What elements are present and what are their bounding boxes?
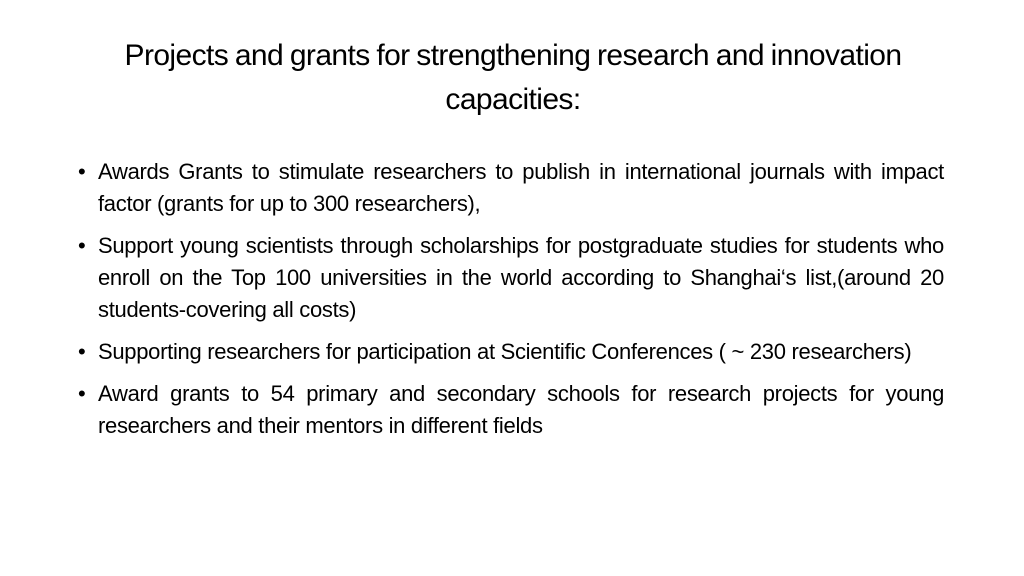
- slide-title: Projects and grants for strengthening research and innovation capacities:: [124, 39, 902, 116]
- bullet-dot-icon: •: [78, 339, 86, 364]
- bullet-text: Awards Grants to stimulate researchers to publish in international journals with impact factor (grants for up to 300 researchers),: [98, 159, 944, 216]
- bullet-text: Support young scientists through scholarships for postgraduate studies for students who enroll on the Top 100 universities in the world according to Shanghai‘s list,(around 20 students-covering all costs): [98, 233, 944, 322]
- bullet-text: Supporting researchers for participation at Scientific Conferences ( ~ 230 researchers): [98, 339, 912, 364]
- bullet-text: Award grants to 54 primary and secondary schools for research projects for young researchers and their mentors in different fields: [98, 381, 944, 438]
- bullet-item-awards-grants: [78, 156, 944, 220]
- bullet-dot-icon: •: [78, 233, 86, 258]
- bullet-item-young-scientists: [78, 230, 944, 326]
- bullet-list: [78, 156, 944, 452]
- bullet-dot-icon: •: [78, 381, 86, 406]
- bullet-item-conferences: [78, 336, 944, 368]
- bullet-dot-icon: •: [78, 159, 86, 184]
- bullet-item-schools: [78, 378, 944, 442]
